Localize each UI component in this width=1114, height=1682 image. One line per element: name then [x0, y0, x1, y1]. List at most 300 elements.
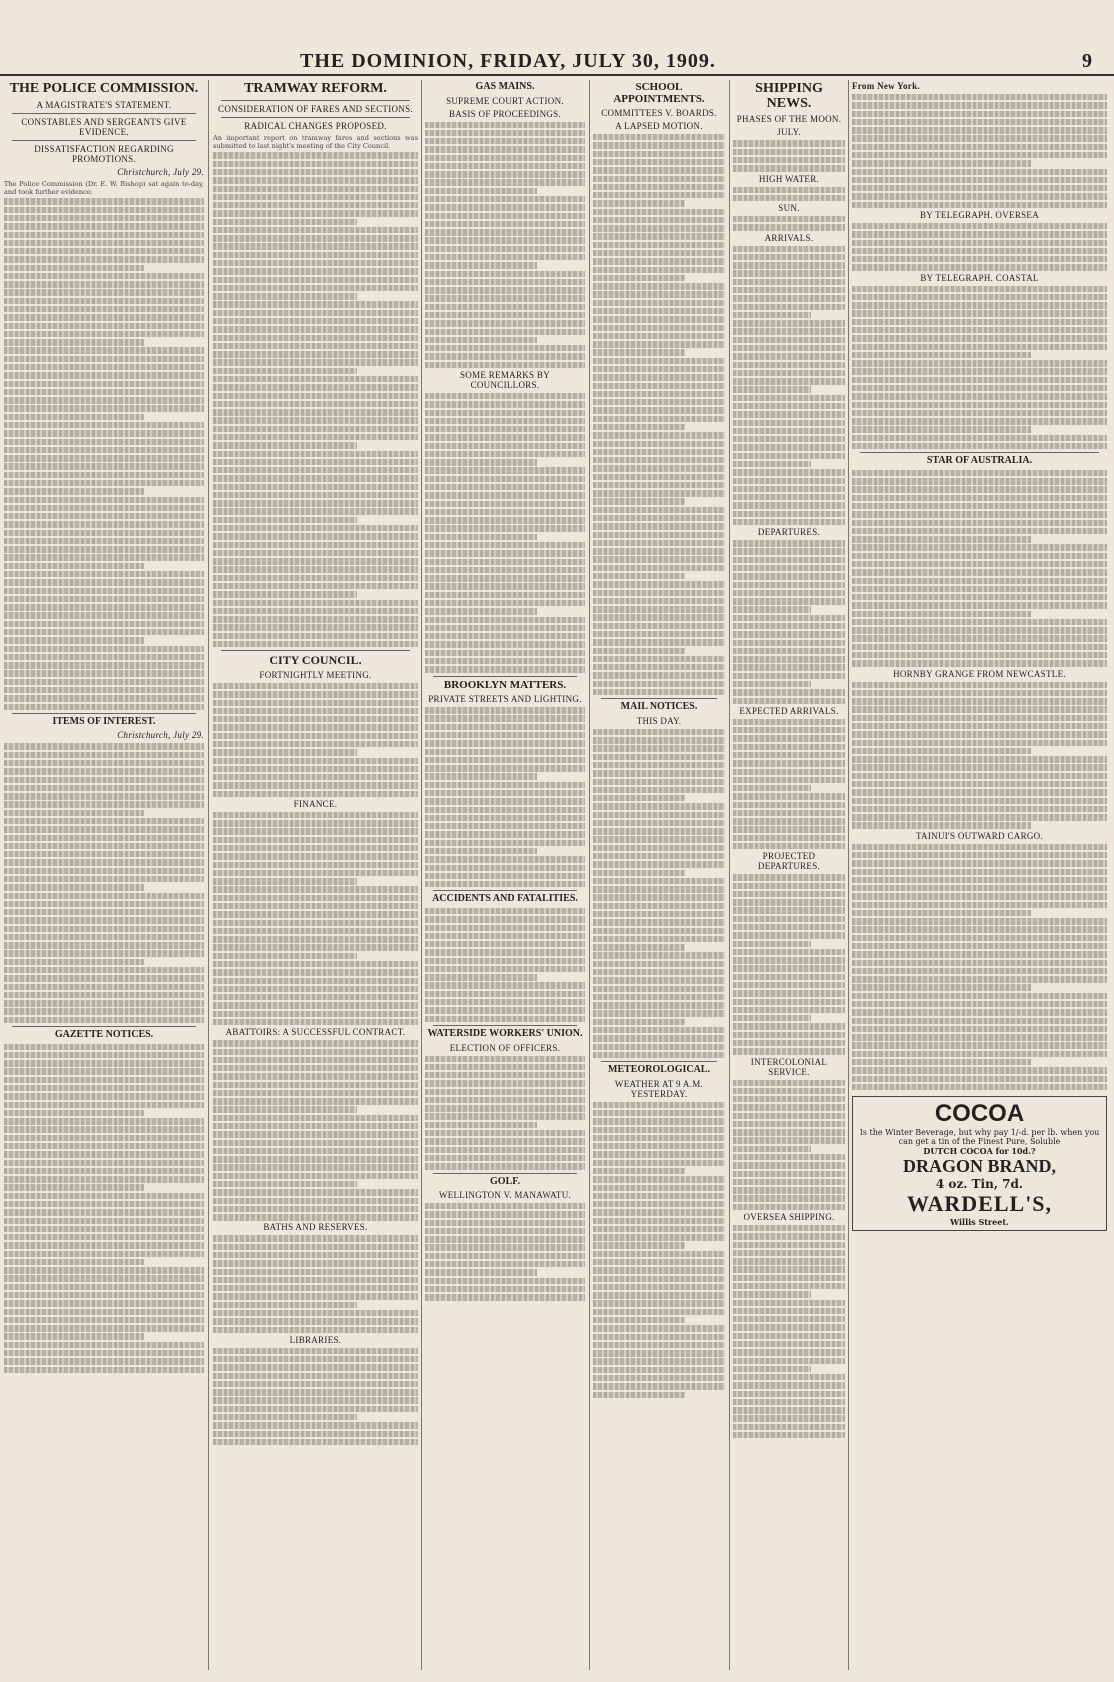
- text-line: [593, 391, 725, 397]
- text-line: [733, 540, 845, 546]
- text-line: [593, 828, 725, 834]
- text-line: [425, 666, 585, 672]
- text-line: [733, 444, 845, 450]
- text-line: [4, 1060, 204, 1066]
- text-line: [593, 474, 725, 480]
- text-line: [852, 893, 1107, 899]
- text-line: [213, 508, 418, 514]
- text-line: [593, 399, 725, 405]
- text-line: [593, 977, 725, 983]
- text-line: [852, 202, 1107, 208]
- text-line: [425, 188, 537, 194]
- text-line: [852, 1042, 1107, 1048]
- text-line: [213, 1381, 418, 1387]
- text-line: [733, 502, 845, 508]
- text-line: [425, 1016, 585, 1022]
- text-line: [733, 295, 845, 301]
- text-line: [425, 320, 585, 326]
- text-line: [4, 984, 204, 990]
- text-line: [593, 217, 725, 223]
- text-line: [4, 289, 204, 295]
- text-line: [425, 312, 585, 318]
- text-line: [593, 151, 725, 157]
- article-subhead: A MAGISTRATE'S STATEMENT.: [36, 99, 172, 110]
- text-line: [593, 639, 725, 645]
- text-line: [425, 1203, 585, 1209]
- article-subhead: CONSIDERATION OF FARES AND SECTIONS.: [218, 103, 413, 114]
- text-line: [4, 397, 204, 403]
- text-line: [593, 779, 725, 785]
- article-text: [425, 1056, 585, 1170]
- text-line: [213, 459, 418, 465]
- article-text: [213, 683, 418, 797]
- text-line: [4, 1234, 204, 1240]
- text-line: [852, 1084, 1107, 1090]
- text-line: [213, 837, 418, 843]
- ad-copy: DUTCH COCOA for 10d.?: [923, 1146, 1036, 1157]
- text-line: [733, 403, 845, 409]
- text-line: [733, 826, 845, 832]
- text-line: [425, 237, 585, 243]
- text-line: [213, 624, 418, 630]
- text-line: [733, 328, 845, 334]
- text-line: [852, 248, 1107, 254]
- masthead-title: THE DOMINION, FRIDAY, JULY 30, 1909.: [300, 50, 716, 72]
- text-line: [4, 298, 204, 304]
- article-headline: SCHOOL APPOINTMENTS.: [613, 81, 705, 105]
- text-line: [425, 501, 585, 507]
- text-line: [4, 579, 204, 585]
- text-line: [425, 740, 585, 746]
- text-line: [733, 1374, 845, 1380]
- article-subhead: WEATHER AT 9 A.M. YESTERDAY.: [614, 1078, 704, 1099]
- text-line: [213, 994, 418, 1000]
- text-line: [733, 941, 811, 947]
- text-line: [852, 294, 1107, 300]
- text-line: [733, 957, 845, 963]
- text-line: [593, 465, 725, 471]
- text-line: [4, 1342, 204, 1348]
- text-line: [4, 1284, 204, 1290]
- text-line: [4, 1259, 144, 1265]
- text-line: [733, 664, 845, 670]
- text-line: [733, 1171, 845, 1177]
- ad-cocoa-heading: COCOA: [934, 1100, 1025, 1128]
- text-line: [425, 982, 585, 988]
- text-line: [213, 1164, 418, 1170]
- text-line: [852, 111, 1107, 117]
- text-line: [593, 911, 725, 917]
- text-line: [213, 517, 357, 523]
- text-line: [593, 648, 685, 654]
- text-line: [733, 681, 811, 687]
- text-line: [593, 1358, 725, 1364]
- text-line: [425, 517, 585, 523]
- text-line: [425, 1122, 537, 1128]
- text-line: [593, 1010, 725, 1016]
- text-line: [213, 961, 418, 967]
- text-line: [852, 798, 1107, 804]
- text-line: [425, 492, 585, 498]
- article-text: [593, 729, 725, 1058]
- article-headline: THE POLICE COMMISSION.: [9, 81, 199, 96]
- text-line: [425, 171, 585, 177]
- article-subhead: COMMITTEES V. BOARDS.: [601, 108, 717, 119]
- text-line: [425, 873, 585, 879]
- text-line: [852, 586, 1107, 592]
- text-line: [852, 993, 1107, 999]
- text-line: [852, 503, 1107, 509]
- text-line: [593, 532, 725, 538]
- article-text: [733, 540, 845, 704]
- text-line: [733, 565, 845, 571]
- text-line: [733, 1399, 845, 1405]
- text-line: [4, 1317, 204, 1323]
- text-line: [4, 497, 204, 503]
- text-line: [593, 490, 725, 496]
- text-line: [425, 782, 585, 788]
- text-line: [425, 130, 585, 136]
- text-line: [425, 559, 585, 565]
- text-line: [733, 1080, 845, 1086]
- text-line: [425, 974, 537, 980]
- text-line: [425, 254, 585, 260]
- text-line: [733, 1204, 845, 1210]
- text-line: [593, 623, 725, 629]
- text-line: [733, 494, 845, 500]
- text-line: [733, 899, 845, 905]
- text-line: [213, 1252, 418, 1258]
- text-line: [4, 893, 204, 899]
- text-line: [213, 1293, 418, 1299]
- article-subhead: RADICAL CHANGES PROPOSED.: [244, 120, 387, 131]
- text-line: [213, 161, 418, 167]
- article-subhead: ARRIVALS.: [764, 232, 814, 243]
- text-line: [852, 918, 1107, 924]
- text-line: [593, 672, 725, 678]
- article-text: [733, 246, 845, 526]
- text-line: [593, 1035, 725, 1041]
- text-line: [852, 698, 1107, 704]
- text-line: [4, 1201, 204, 1207]
- text-line: [4, 505, 204, 511]
- text-line: [733, 590, 845, 596]
- text-line: [593, 556, 725, 562]
- text-line: [213, 169, 418, 175]
- text-line: [425, 1244, 585, 1250]
- text-line: [593, 903, 725, 909]
- text-line: [593, 457, 725, 463]
- text-line: [425, 600, 585, 606]
- text-line: [4, 372, 204, 378]
- text-line: [425, 279, 585, 285]
- text-line: [733, 548, 845, 554]
- text-line: [4, 1358, 204, 1364]
- text-line: [4, 777, 204, 783]
- text-line: [425, 155, 585, 161]
- text-line: [425, 1286, 585, 1292]
- article-text: [213, 152, 418, 647]
- text-line: [425, 790, 585, 796]
- text-line: [852, 789, 1107, 795]
- text-line: [425, 1163, 585, 1169]
- text-line: [4, 1226, 204, 1232]
- text-line: [593, 283, 725, 289]
- column-shipping-continued: [852, 80, 1107, 1670]
- text-line: [733, 1032, 845, 1038]
- text-line: [593, 341, 725, 347]
- text-line: [425, 467, 585, 473]
- article-text: [733, 874, 845, 1054]
- text-line: [213, 774, 418, 780]
- article-subhead: A LAPSED MOTION.: [615, 121, 703, 132]
- article-subhead: EXPECTED ARRIVALS.: [739, 705, 839, 716]
- text-line: [213, 633, 418, 639]
- text-line: [213, 600, 418, 606]
- article-subhead: JULY.: [777, 127, 801, 138]
- text-line: [425, 575, 585, 581]
- text-line: [4, 513, 204, 519]
- text-line: [593, 1300, 725, 1306]
- text-line: [593, 242, 725, 248]
- text-line: [213, 227, 418, 233]
- column-rule: [729, 80, 730, 1670]
- article-text: [425, 122, 585, 369]
- text-line: [852, 731, 1107, 737]
- text-line: [593, 878, 725, 884]
- text-line: [733, 246, 845, 252]
- text-line: [852, 177, 1107, 183]
- text-line: [425, 625, 585, 631]
- text-line: [4, 793, 204, 799]
- text-line: [213, 318, 418, 324]
- text-line: [593, 507, 725, 513]
- text-line: [593, 1027, 725, 1033]
- text-line: [593, 333, 725, 339]
- text-line: [425, 949, 585, 955]
- text-line: [593, 1342, 725, 1348]
- text-line: [213, 812, 418, 818]
- text-line: [425, 1105, 585, 1111]
- text-line: [425, 908, 585, 914]
- text-line: [733, 615, 845, 621]
- text-line: [213, 1414, 357, 1420]
- text-line: [593, 1110, 725, 1116]
- text-line: [4, 670, 204, 676]
- text-line: [852, 1059, 1031, 1065]
- text-line: [425, 1147, 585, 1153]
- text-line: [4, 704, 204, 710]
- text-line: [425, 1294, 585, 1300]
- text-line: [4, 1093, 204, 1099]
- text-line: [4, 546, 204, 552]
- text-line: [733, 1366, 811, 1372]
- article-text: [4, 743, 204, 1023]
- article-subhead: HORNBY GRANGE FROM NEWCASTLE.: [893, 668, 1066, 679]
- text-line: [425, 831, 585, 837]
- text-line: [593, 994, 725, 1000]
- text-line: [852, 561, 1107, 567]
- text-line: [733, 420, 845, 426]
- text-line: [593, 275, 685, 281]
- text-line: [593, 167, 725, 173]
- text-line: [4, 909, 204, 915]
- text-line: [213, 1327, 418, 1333]
- text-line: [593, 845, 725, 851]
- article-text: [733, 187, 845, 202]
- text-line: [425, 509, 585, 515]
- article-text: [425, 908, 585, 1022]
- text-line: [4, 554, 204, 560]
- text-line: [733, 598, 845, 604]
- text-line: [425, 749, 585, 755]
- text-line: [213, 936, 418, 942]
- text-line: [213, 285, 418, 291]
- text-line: [425, 958, 585, 964]
- text-line: [4, 768, 204, 774]
- text-line: [733, 623, 845, 629]
- text-line: [593, 176, 725, 182]
- article-headline: ACCIDENTS AND FATALITIES.: [432, 893, 578, 905]
- text-line: [733, 1300, 845, 1306]
- text-line: [733, 1391, 845, 1397]
- text-line: [425, 287, 585, 293]
- text-line: [213, 343, 418, 349]
- text-line: [733, 1316, 845, 1322]
- text-line: [593, 590, 725, 596]
- text-line: [4, 463, 204, 469]
- text-line: [852, 822, 1031, 828]
- text-line: [213, 252, 418, 258]
- text-line: [852, 844, 1107, 850]
- article-text: [733, 140, 845, 171]
- text-line: [733, 924, 845, 930]
- text-line: [733, 1129, 845, 1135]
- text-line: [733, 883, 845, 889]
- text-line: [733, 752, 845, 758]
- text-line: [4, 439, 204, 445]
- text-line: [213, 724, 418, 730]
- text-line: [733, 1308, 845, 1314]
- text-line: [733, 573, 845, 579]
- article-text: [733, 216, 845, 231]
- text-line: [593, 1118, 725, 1124]
- text-line: [4, 256, 204, 262]
- text-line: [733, 735, 845, 741]
- text-line: [213, 219, 357, 225]
- text-line: [213, 1348, 418, 1354]
- text-line: [733, 195, 845, 201]
- text-line: [4, 1110, 144, 1116]
- text-line: [213, 1181, 357, 1187]
- text-line: [593, 1292, 725, 1298]
- text-line: [425, 1064, 585, 1070]
- text-line: [852, 360, 1107, 366]
- text-line: [733, 1146, 811, 1152]
- text-line: [733, 254, 845, 260]
- text-line: [4, 1160, 204, 1166]
- text-line: [733, 1407, 845, 1413]
- text-line: [593, 598, 725, 604]
- text-line: [733, 362, 845, 368]
- text-line: [425, 916, 585, 922]
- text-line: [852, 169, 1107, 175]
- text-line: [4, 215, 204, 221]
- text-line: [733, 982, 845, 988]
- text-line: [593, 407, 725, 413]
- text-line: [733, 519, 845, 525]
- text-line: [733, 216, 845, 222]
- text-line: [733, 345, 845, 351]
- text-line: [213, 533, 418, 539]
- text-line: [733, 370, 845, 376]
- text-line: [425, 362, 585, 368]
- text-line: [733, 140, 845, 146]
- text-line: [593, 1193, 725, 1199]
- text-line: [733, 165, 845, 171]
- text-line: [733, 270, 845, 276]
- text-line: [593, 986, 725, 992]
- text-line: [593, 424, 685, 430]
- text-line: [733, 1266, 845, 1272]
- text-line: [593, 548, 725, 554]
- text-line: [733, 1195, 845, 1201]
- text-line: [733, 582, 845, 588]
- text-line: [4, 1350, 204, 1356]
- text-line: [213, 1073, 418, 1079]
- text-line: [852, 536, 1031, 542]
- text-line: [593, 961, 725, 967]
- text-line: [425, 345, 585, 351]
- column-rule: [208, 80, 209, 1670]
- text-line: [425, 633, 585, 639]
- text-line: [733, 378, 845, 384]
- text-line: [852, 690, 1107, 696]
- text-line: [4, 801, 204, 807]
- column-rule: [421, 80, 422, 1670]
- text-line: [4, 1077, 204, 1083]
- text-line: [593, 1392, 685, 1398]
- article-headline: CITY COUNCIL.: [269, 653, 362, 668]
- article-text: [593, 1102, 725, 1398]
- text-line: [213, 1356, 418, 1362]
- text-line: [4, 207, 204, 213]
- text-line: [425, 410, 585, 416]
- article-intro: An important report on tramway fares and sections was submitted to last night's meeting of the City Council.: [213, 133, 418, 151]
- text-line: [852, 327, 1107, 333]
- text-line: [4, 1176, 204, 1182]
- text-line: [593, 449, 725, 455]
- text-line: [593, 366, 725, 372]
- text-line: [4, 447, 204, 453]
- text-line: [4, 1052, 204, 1058]
- text-line: [425, 1269, 537, 1275]
- text-line: [425, 246, 585, 252]
- text-line: [733, 1096, 845, 1102]
- text-line: [733, 149, 845, 155]
- text-line: [593, 754, 725, 760]
- text-line: [733, 1358, 845, 1364]
- article-subhead: CONSTABLES AND SERGEANTS GIVE EVIDENCE.: [21, 116, 187, 137]
- ad-address: Willis Street.: [950, 1217, 1009, 1228]
- text-line: [4, 926, 204, 932]
- text-line: [733, 511, 845, 517]
- text-line: [852, 602, 1107, 608]
- text-line: [733, 1233, 845, 1239]
- text-line: [213, 1002, 418, 1008]
- text-line: [593, 358, 725, 364]
- text-line: [425, 146, 585, 152]
